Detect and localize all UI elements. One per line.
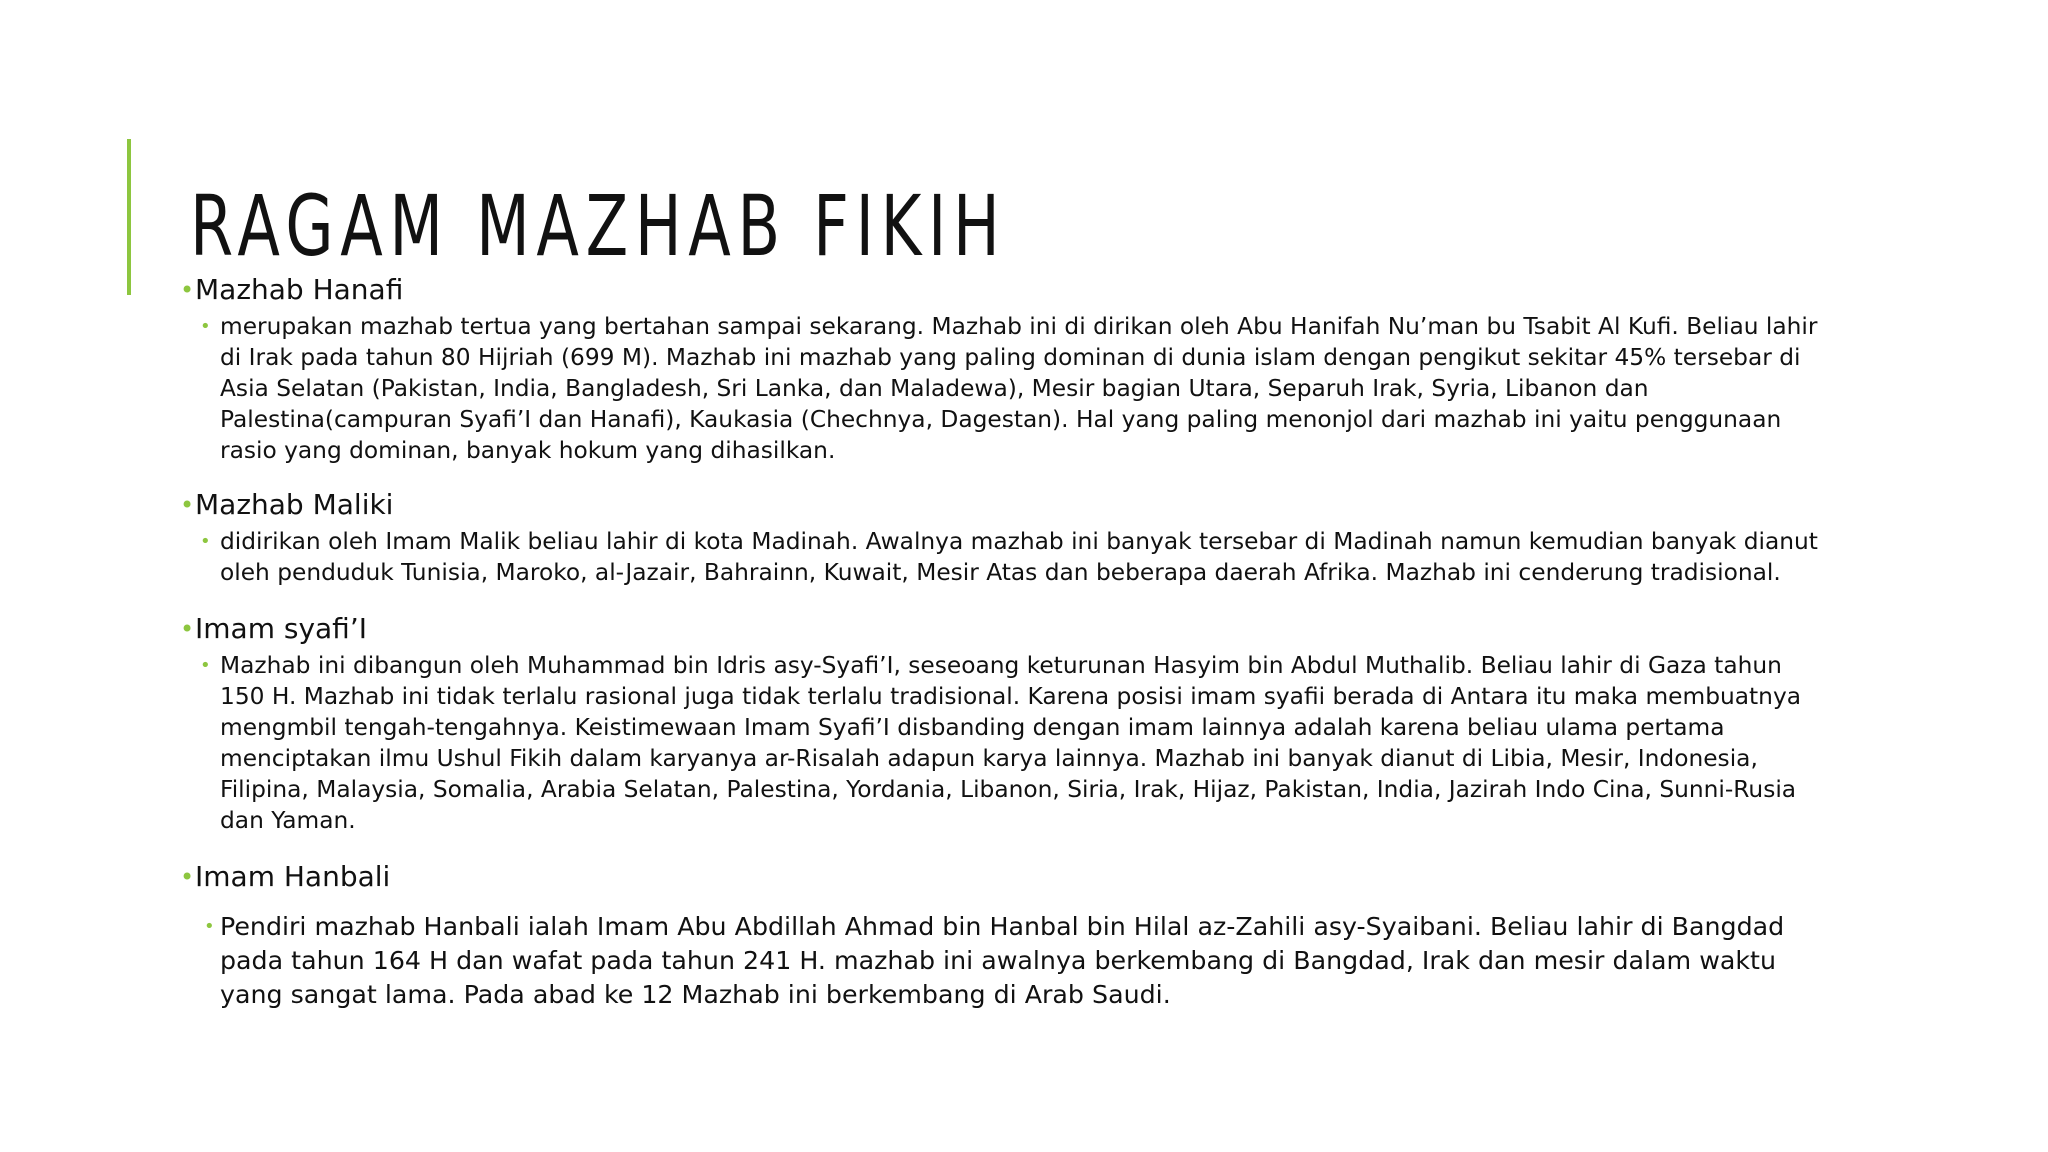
section-imam-syafii (180, 611, 1830, 836)
title-accent-bar (127, 139, 131, 295)
section-description (200, 650, 1825, 836)
section-heading (180, 487, 1830, 523)
bullet-icon: • (180, 491, 195, 519)
section-mazhab-maliki (180, 487, 1830, 588)
bullet-icon: • (180, 863, 195, 891)
section-description (204, 910, 1825, 1012)
section-description (200, 526, 1825, 588)
sub-bullet-icon: • (204, 916, 215, 937)
section-imam-hanbali (180, 859, 1830, 1012)
section-description-text: didirikan oleh Imam Malik beliau lahir di kota Madinah. Awalnya mazhab ini banyak tersebar di Madinah namun kemudian banyak dianut oleh penduduk Tunisia, Maroko, al-Jazair, Bahrainn, Kuwait, Mesir Atas dan beberapa daerah Afrika. Mazhab ini cenderung tradisional. (220, 528, 1818, 586)
section-heading-text: Imam syafi’I (195, 612, 367, 645)
section-mazhab-hanafi (180, 272, 1830, 466)
section-description-text: merupakan mazhab tertua yang bertahan sampai sekarang. Mazhab ini di dirikan oleh Abu Hanifah Nu’man bu Tsabit Al Kufi. Beliau lahir di Irak pada tahun 80 Hijriah (699 M). Mazhab ini mazhab yang paling dominan di dunia islam dengan pengikut sekitar 45% tersebar di Asia Selatan (Pakistan, India, Bangladesh, Sri Lanka, dan Maladewa), Mesir bagian Utara, Separuh Irak, Syria, Libanon dan Palestina(campuran Syafi’I dan Hanafi), Kaukasia (Chechnya, Dagestan). Hal yang paling menonjol dari mazhab ini yaitu penggunaan rasio yang dominan, banyak hokum yang dihasilkan. (220, 313, 1818, 464)
slide-title: RAGAM MAZHAB FIKIH (190, 177, 1007, 275)
section-heading (180, 859, 1830, 895)
section-description-text: Pendiri mazhab Hanbali ialah Imam Abu Abdillah Ahmad bin Hanbal bin Hilal az-Zahili asy-Syaibani. Beliau lahir di Bangdad pada tahun 164 H dan wafat pada tahun 241 H. mazhab ini awalnya berkembang di Bangdad, Irak dan mesir dalam waktu yang sangat lama. Pada abad ke 12 Mazhab ini berkembang di Arab Saudi. (220, 912, 1785, 1009)
bullet-icon: • (180, 276, 195, 304)
section-heading-text: Mazhab Maliki (195, 488, 394, 521)
sub-bullet-icon: • (200, 316, 211, 337)
sub-bullet-icon: • (200, 655, 211, 676)
section-description (200, 311, 1825, 466)
section-description-text: Mazhab ini dibangun oleh Muhammad bin Idris asy-Syafi’I, seseoang keturunan Hasyim bin Abdul Muthalib. Beliau lahir di Gaza tahun 150 H. Mazhab ini tidak terlalu rasional juga tidak terlalu tradisional. Karena posisi imam syafii berada di Antara itu maka membuatnya mengmbil tengah-tengahnya. Keistimewaan Imam Syafi’I disbanding dengan imam lainnya adalah karena beliau ulama pertama menciptakan ilmu Ushul Fikih dalam karyanya ar-Risalah adapun karya lainnya. Mazhab ini banyak dianut di Libia, Mesir, Indonesia, Filipina, Malaysia, Somalia, Arabia Selatan, Palestina, Yordania, Libanon, Siria, Irak, Hijaz, Pakistan, India, Jazirah Indo Cina, Sunni-Rusia dan Yaman. (220, 652, 1802, 834)
section-heading-text: Mazhab Hanafi (195, 273, 404, 306)
section-heading (180, 272, 1830, 308)
bullet-icon: • (180, 615, 195, 643)
section-heading-text: Imam Hanbali (195, 860, 391, 893)
slide-content (180, 272, 1830, 1012)
section-heading (180, 611, 1830, 647)
sub-bullet-icon: • (200, 531, 211, 552)
